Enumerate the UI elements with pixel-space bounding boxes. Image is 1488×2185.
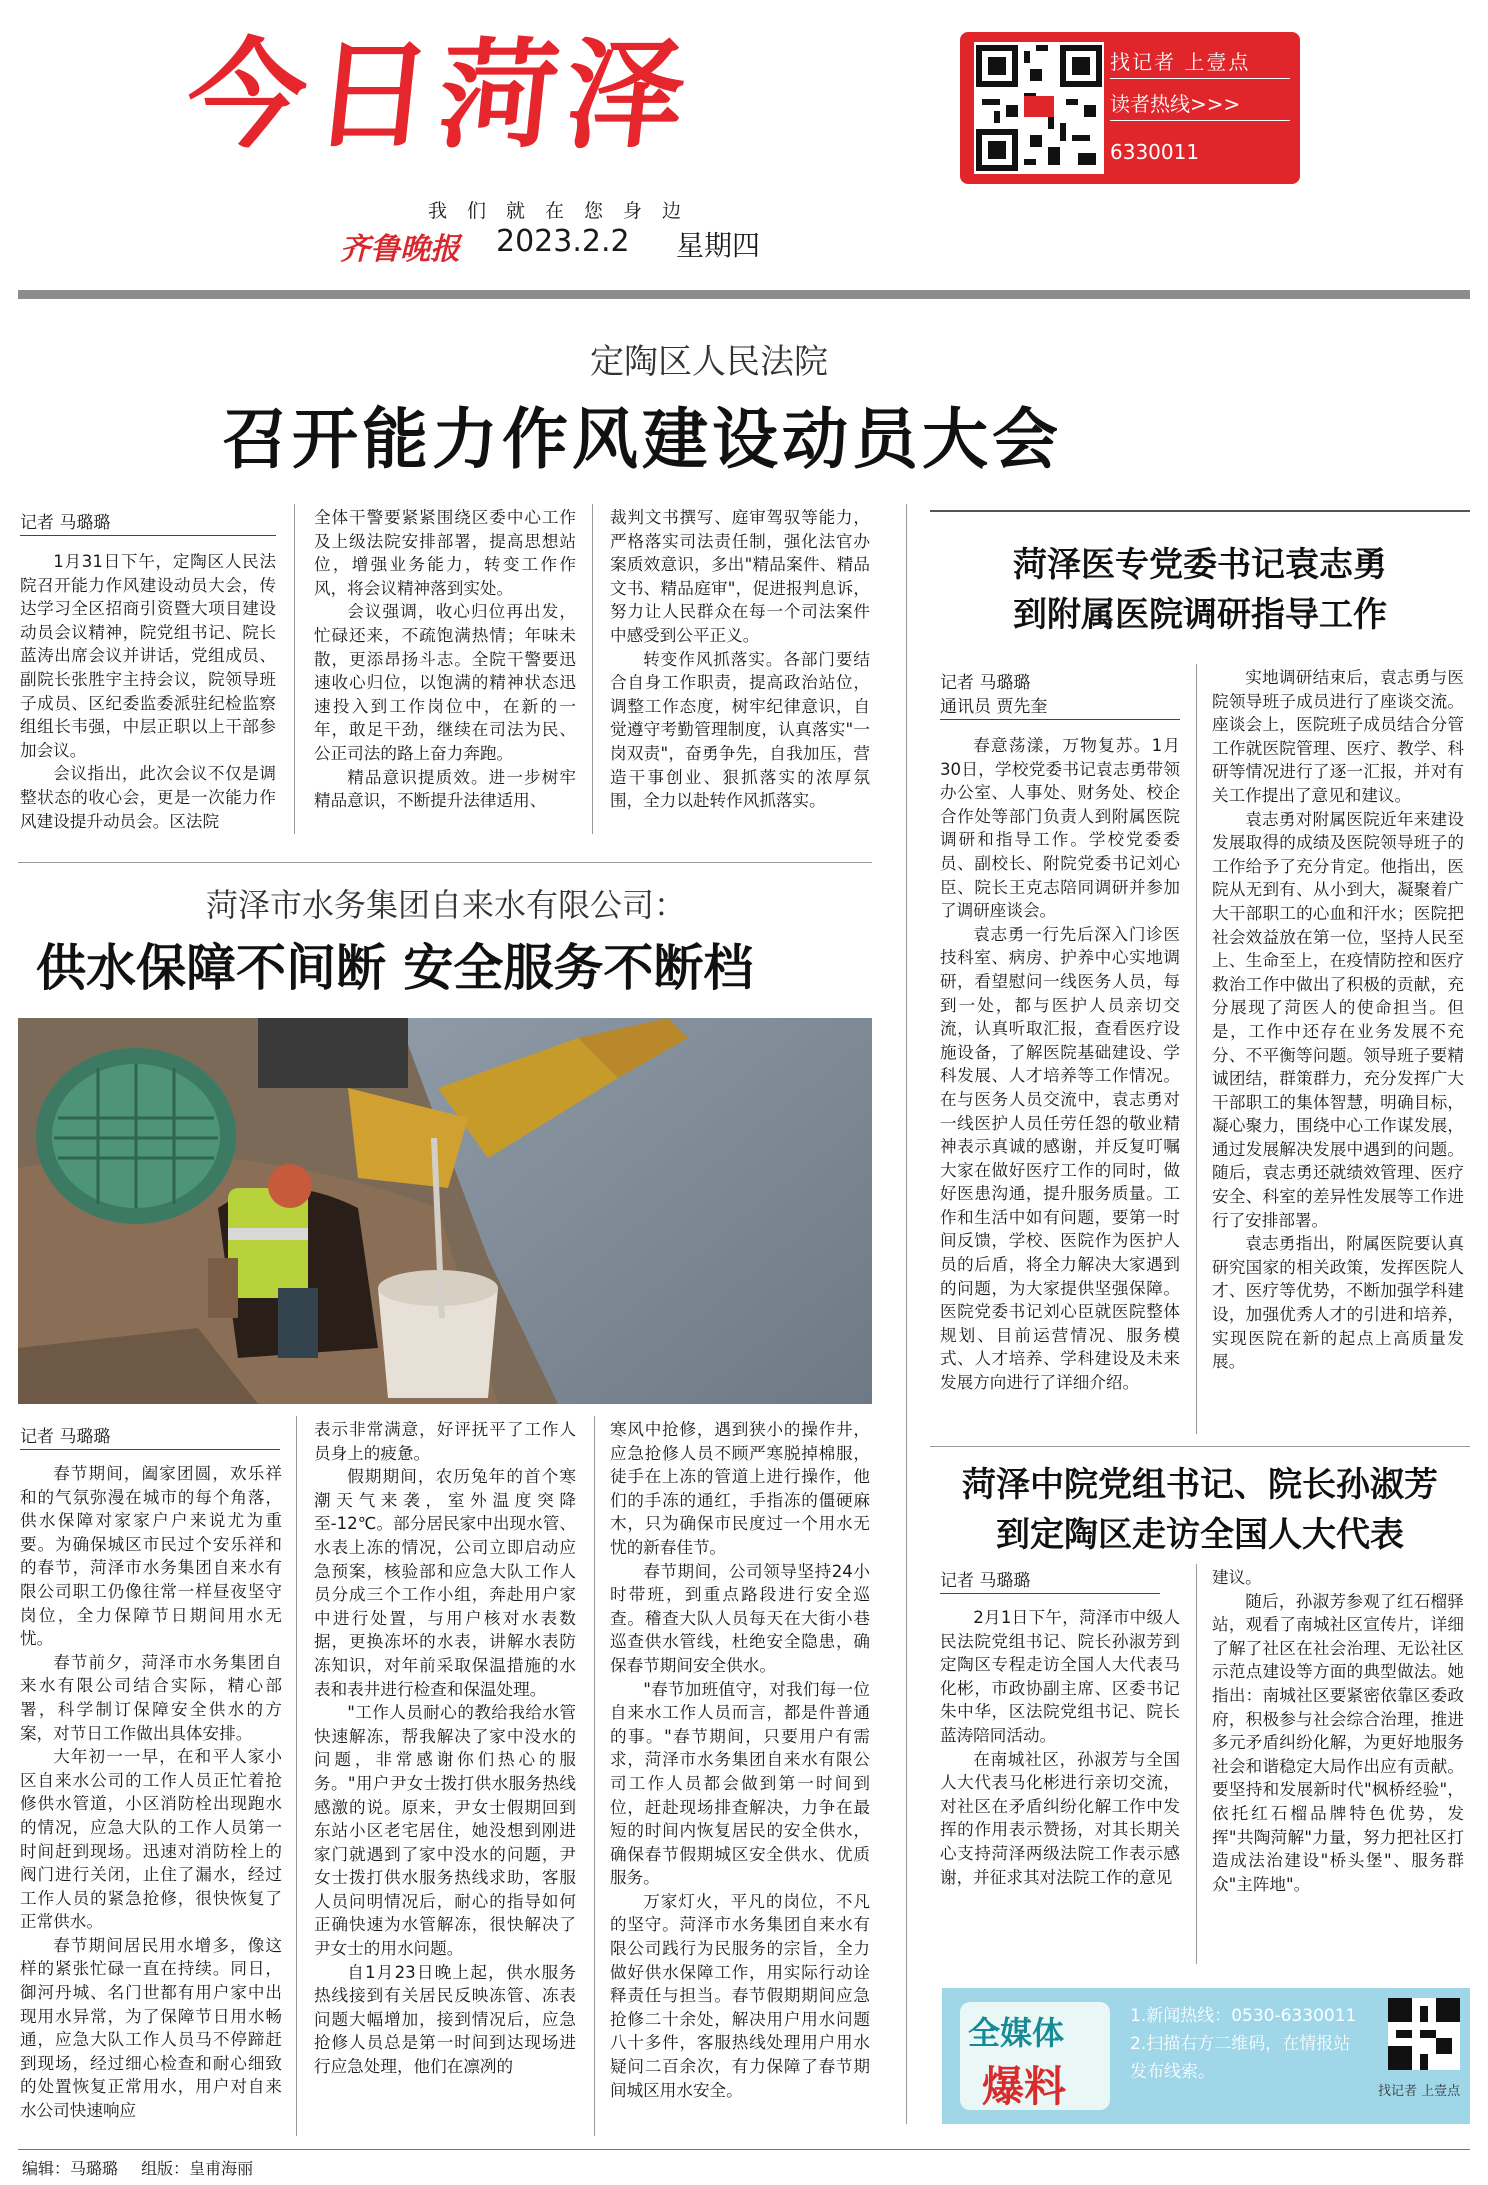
qr-code-icon[interactable]: [974, 42, 1104, 174]
paragraph: 自1月23日晚上起，供水服务热线接到有关居民反映冻管、冻表问题大幅增加，接到情况后，应急抢修人员总是第一时间到达现场进行应急处理，他们在凛冽的: [314, 1962, 576, 2077]
paragraph: 袁志勇对附属医院近年来建设发展取得的成绩及医院领导班子的工作给予了充分肯定。他指出，医院从无到有、从小到大，凝聚着广大干部职工的心血和汗水；医院把社会效益放在第一位，坚持人民至上、生命至上，在疫情防控和医疗救治工作中做出了积极的贡献，充分展现了菏医人的使命担当。但是，工作中还存在业务发展不充分、不平衡等问题。领导班子要精诚团结，群策群力，充分发挥广大干部职工的集体智慧，明确目标，凝心聚力，围绕中心工作谋发展，通过发展解决发展中遇到的问题。随后，袁志勇还就绩效管理、医疗安全、科室的差异性发展等工作进行了安排部署。: [1212, 809, 1464, 1230]
article3-headline-line1: 菏泽医专党委书记袁志勇: [1013, 545, 1387, 585]
issue-date: 2023.2.2: [496, 224, 630, 259]
paragraph: 表示非常满意，好评抚平了工作人员身上的疲惫。: [314, 1420, 576, 1463]
hotline-number: 6330011: [1110, 140, 1200, 164]
article2-kicker: 菏泽市水务集团自来水有限公司：: [206, 886, 687, 924]
column-divider: [906, 504, 907, 2124]
paragraph: 2月1日下午，菏泽市中级人民法院党组书记、院长孙淑芳到定陶区专程走访全国人大代表马化彬，市政协副主席、区委书记朱中华，区法院党组书记、院长蓝涛陪同活动。: [940, 1608, 1180, 1745]
hotline-line2: 读者热线>>>: [1110, 92, 1241, 116]
article2-col3: [610, 1418, 870, 2102]
article4-col1: [940, 1606, 1180, 1889]
article1-byline: 记者 马璐璐: [20, 508, 276, 536]
paragraph: 会议指出，此次会议不仅是调整状态的收心会，更是一次能力作风建设提升动员会。区法院: [20, 764, 276, 831]
paragraph: 建议。: [1212, 1568, 1262, 1587]
article1-headline: 召开能力作风建设动员大会: [222, 400, 1062, 478]
article4-byline: 记者 马璐璐: [940, 1566, 1160, 1594]
paragraph: 袁志勇指出，附属医院要认真研究国家的相关政策，发挥医院人才、医疗等优势，不断加强学科建设，加强优秀人才的引进和培养，实现医院在新的起点上高质量发展。: [1212, 1234, 1464, 1372]
paragraph: 在南城社区，孙淑芳与全国人大代表马化彬进行亲切交流，对社区在矛盾纠纷化解工作中发挥的作用表示赞扬，对其长期关心支持菏泽两级法院工作表示感谢，并征求其对法院工作的意见: [940, 1749, 1180, 1887]
ad-item1: 1.新闻热线：0530-6330011: [1130, 2006, 1357, 2026]
article3-headline-line2: 到附属医院调研指导工作: [1013, 595, 1387, 635]
article4-headline-line2: 到定陶区走访全国人大代表: [996, 1515, 1404, 1555]
column-divider: [1196, 1564, 1197, 1964]
section-divider: [18, 862, 872, 863]
paragraph: 实地调研结束后，袁志勇与医院领导班子成员进行了座谈交流。座谈会上，医院班子成员结合分管工作就医院管理、医疗、教学、科研等情况进行了逐一汇报，并对有关工作提出了意见和建议。: [1212, 668, 1464, 805]
paragraph: 万家灯火，平凡的岗位，不凡的坚守。菏泽市水务集团自来水有限公司践行为民服务的宗旨，全力做好供水保障工作，用实际行动诠释责任与担当。春节假期期间应急抢修二十余处，解决用户用水问题八十多件，客服热线处理用户用水疑问二百余次，有力保障了春节期间城区用水安全。: [610, 1891, 870, 2100]
article4-col2: [1212, 1566, 1464, 1896]
paragraph: 会议强调，收心归位再出发，忙碌还来，不疏饱满热情；年味未散，更添昂扬斗志。全院干警要迅速收心归位，以饱满的精神状态迅速投入到工作岗位中，在新的一年，敢足干劲，继续在司法为民、公正司法的路上奋力奔跑。: [314, 602, 576, 763]
column-divider: [1196, 664, 1197, 1434]
article1-col3: [610, 506, 870, 813]
article3-byline1: 记者 马璐璐: [940, 673, 1031, 693]
paragraph: 大年初一一早，在和平人家小区自来水公司的工作人员正忙着抢修供水管道，小区消防栓出现跑水的情况，应急大队的工作人员第一时间赶到现场。迅速对消防栓上的阀门进行关闭，止住了漏水，经过工作人员的紧急抢修，很快恢复了正常供水。: [20, 1747, 282, 1932]
article1-kicker: 定陶区人民法院: [590, 342, 828, 382]
article3-col1: [940, 734, 1180, 1395]
article2-byline: 记者 马璐璐: [20, 1422, 280, 1450]
paragraph: 裁判文书撰写、庭审驾驭等能力，严格落实司法责任制，强化法官办案质效意识，多出"精品案件、精品文书、精品庭审"，促进报判息诉，努力让人民群众在每一个司法案件中感受到公平正义。: [610, 508, 870, 645]
article1-col1: [20, 550, 276, 833]
hotline-divider-2: [1110, 120, 1290, 121]
issue-weekday: 星期四: [676, 229, 761, 262]
paragraph: 春节期间居民用水增多，像这样的紧张忙碌一直在持续。同日，御河丹城、名门世都有用户家中出现用水异常，为了保障节日用水畅通，应急大队工作人员马不停蹄赶到现场，经过细心检查和耐心细致的处置恢复正常用水，用户对自来水公司快速响应: [20, 1935, 282, 2121]
paragraph: 转变作风抓落实。各部门要结合自身工作职责，提高政治站位，调整工作态度，树牢纪律意识，自觉遵守考勤管理制度，认真落实"一岗双责"，奋勇争先，自我加压，营造干事创业、狠抓落实的浓厚氛围，全力以赴转作风抓落实。: [610, 649, 870, 811]
paragraph: 全体干警要紧紧围绕区委中心工作及上级法院安排部署，提高思想站位，增强业务能力，转变工作作风，将会议精神落到实处。: [314, 508, 576, 598]
footer-editor: 编辑：马璐璐: [22, 2159, 119, 2178]
ad-text: [1130, 2002, 1356, 2086]
ad-qr-code-icon[interactable]: [1388, 1998, 1460, 2070]
paragraph: 随后，孙淑芳参观了红石榴驿站，观看了南城社区宣传片，详细了解了社区在社会治理、无讼社区示范点建设等方面的典型做法。她指出：南城社区要紧密依靠区委政府，积极参与社会综合治理，推进多元矛盾纠纷化解，为更好地服务社会和谐稳定大局作出应有贡献。要坚持和发展新时代"枫桥经验"，依托红石榴品牌特色优势，发挥"共陶菏解"力量，努力把社区打造成法治建设"桥头堡"、服务群众"主阵地"。: [1212, 1591, 1464, 1894]
article1-col2: [314, 506, 576, 813]
article2-col2: [314, 1418, 576, 2079]
ad-qr-caption: 找记者 上壹点: [1378, 2084, 1461, 2099]
paragraph: 春意荡漾，万物复苏。1月30日，学校党委书记袁志勇带领办公室、人事处、财务处、校企合作处等部门负责人到附属医院调研和指导工作。学校党委委员、副校长、附院党委书记刘心臣、院长王克志陪同调研并参加了调研座谈会。: [940, 736, 1180, 921]
paragraph: 春节期间，公司领导坚持24小时带班，到重点路段进行安全巡查。稽查大队人员每天在大街小巷巡查供水管线，杜绝安全隐患，确保春节期间安全供水。: [610, 1561, 870, 1675]
article3-headline: [930, 540, 1470, 640]
tipoff-ad-banner[interactable]: [942, 1988, 1470, 2124]
article2-headline: 供水保障不间断 安全服务不断档: [36, 938, 754, 997]
ad-title-line1: 全媒体: [968, 2014, 1065, 2052]
column-divider: [592, 504, 593, 834]
paragraph: "工作人员耐心的教给我给水管快速解冻，帮我解决了家中没水的问题，非常感谢你们热心的服务。"用户尹女士拨打供水服务热线感激的说。原来，尹女士假期回到东站小区老宅居住，她没想到刚进家门就遇到了家中没水的问题，尹女士拨打供水服务热线求助，客服人员问明情况后，耐心的指导如何正确快速为水管解冻，很快解决了尹女士的用水问题。: [314, 1703, 576, 1959]
footer-layout: 组版：皇甫海丽: [141, 2159, 254, 2178]
article3-col2: [1212, 666, 1464, 1374]
paragraph: 寒风中抢修，遇到狭小的操作井，应急抢修人员不顾严寒脱掉棉服，徒手在上冻的管道上进行操作，他们的手冻的通红，手指冻的僵硬麻木，只为确保市民度过一个用水无忧的新春佳节。: [610, 1420, 870, 1557]
paragraph: 1月31日下午，定陶区人民法院召开能力作风建设动员大会，传达学习全区招商引资暨大项目建设动员会议精神，院党组书记、院长蓝涛出席会议并讲话，党组成员、副院长张胜宇主持会议，院领导班子成员、区纪委监委派驻纪检监察组组长韦强，中层正职以上干部参加会议。: [20, 552, 276, 760]
column-divider: [294, 504, 295, 834]
section-divider: [930, 510, 1470, 512]
masthead-rule: [18, 290, 1470, 299]
paragraph: 春节前夕，菏泽市水务集团自来水有限公司结合实际，精心部署，科学制订保障安全供水的方案，对节日工作做出具体安排。: [20, 1652, 282, 1743]
section-divider: [930, 1446, 1470, 1447]
ad-title-line2: 爆料: [982, 2062, 1067, 2111]
slogan: 我们就在您身边: [428, 200, 702, 222]
paragraph: 袁志勇一行先后深入门诊医技科室、病房、护养中心实地调研，看望慰问一线医务人员，每到一处，都与医护人员亲切交流，认真听取汇报，查看医疗设施设备，了解医院基础建设、学科发展、人才培养等工作情况。在与医务人员交流中，袁志勇对一线医护人员任劳任怨的敬业精神表示真诚的感谢，并反复叮嘱大家在做好医疗工作的同时，做好医患沟通，提升服务质量。工作和生活中如有问题，要第一时间反馈，学校、医院作为医护人员的后盾，将全力解决大家遇到的问题，为大家提供坚强保障。医院党委书记刘心臣就医院整体规划、目前运营情况、服务模式、人才培养、学科建设及未来发展方向进行了详细介绍。: [940, 924, 1180, 1393]
ad-item2: 2.扫描右方二维码，在情报站: [1130, 2034, 1351, 2054]
column-divider: [296, 1416, 297, 2136]
footer-rule: [18, 2149, 1470, 2150]
hotline-line1: 找记者 上壹点: [1110, 50, 1251, 74]
article2-col1: [20, 1462, 282, 2123]
article4-headline: [930, 1460, 1470, 1560]
article3-byline2: 通讯员 贾先奎: [940, 692, 1180, 720]
footer-credits: [22, 2156, 253, 2179]
hotline-divider: [1110, 78, 1290, 79]
paragraph: 假期期间，农历兔年的首个寒潮天气来袭，室外温度突降至-12℃。部分居民家中出现水管、水表上冻的情况，公司立即启动应急预案，核验部和应急大队工作人员分成三个工作小组，奔赴用户家中进行处置，与用户核对水表数据，更换冻坏的水表，讲解水表防冻知识，对年前采取保温措施的水表和表井进行检查和保温处理。: [314, 1467, 576, 1699]
paper-name: 齐鲁晚报: [340, 232, 460, 267]
masthead-logo: 今日菏泽: [180, 26, 700, 164]
article4-headline-line1: 菏泽中院党组书记、院长孙淑芳: [962, 1465, 1438, 1505]
paragraph: "春节加班值守，对我们每一位自来水工作人员而言，都是件普通的事。"春节期间，只要用户有需求，菏泽市水务集团自来水有限公司工作人员都会做到第一时间到位，赶赴现场排查解决，力争在最短的时间内恢复居民的安全供水，确保春节假期城区安全供水、优质服务。: [610, 1679, 870, 1888]
column-divider: [594, 1416, 595, 2136]
paragraph: 春节期间，阖家团圆，欢乐祥和的气氛弥漫在城市的每个角落，供水保障对家家户户来说尤为重要。为确保城区市民过个安乐祥和的春节，菏泽市水务集团自来水有限公司职工仍像往常一样昼夜坚守岗位，全力保障节日期间用水无忧。: [20, 1464, 282, 1649]
repair-photo: [18, 1018, 872, 1404]
paragraph: 精品意识提质效。进一步树牢精品意识，不断提升法律适用、: [314, 767, 576, 811]
ad-item3: 发布线索。: [1130, 2062, 1215, 2082]
